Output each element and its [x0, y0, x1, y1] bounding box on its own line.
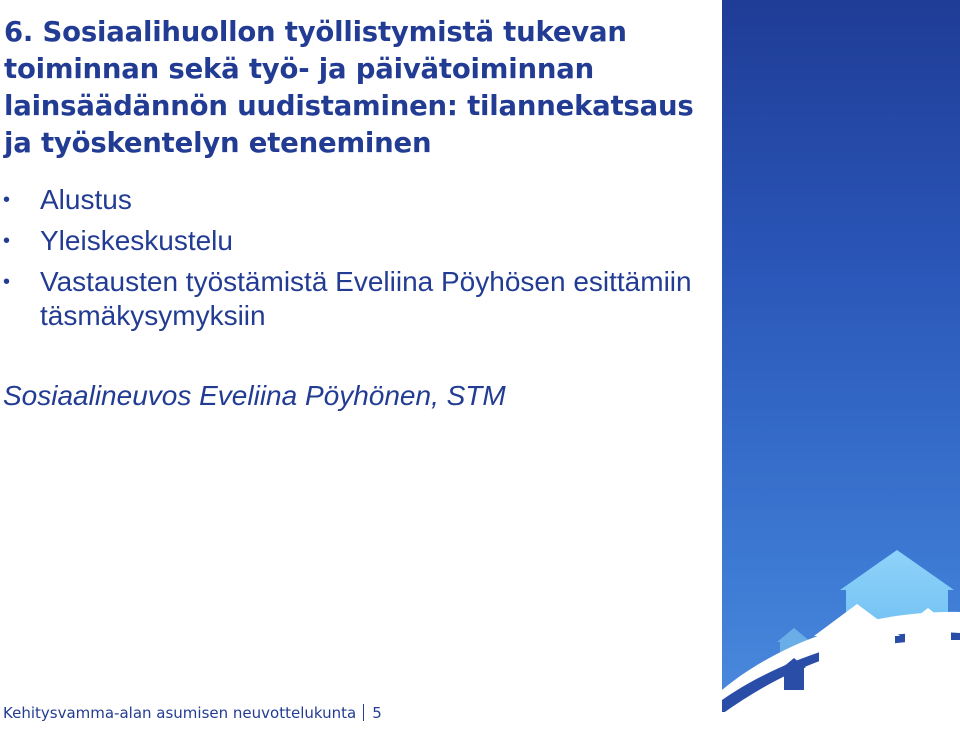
bullet-item-vastausten-tyostamista	[0, 265, 700, 333]
bullet-list	[0, 183, 700, 340]
slide-title: 6. Sosiaalihuollon työllistymistä tukevan toiminnan sekä työ- ja päivätoiminnan lainsäädännön uudistaminen: tilannekatsaus ja työskentelyn eteneminen	[4, 16, 694, 159]
bullet-item-alustus	[0, 183, 700, 217]
bullet-dot: •	[3, 230, 11, 252]
presenter-line: Sosiaalineuvos Eveliina Pöyhönen, STM	[3, 380, 506, 411]
page-number: 5	[372, 704, 382, 722]
bullet-dot: •	[3, 189, 11, 211]
bullet-item-yleiskeskustelu	[0, 224, 700, 258]
footer-organization: Kehitysvammа-alan asumisen neuvottelukunta	[3, 704, 357, 722]
bullet-text: Vastausten työstämistä Eveliina Pöyhösen esittämiin täsmäkysymyksiin	[40, 266, 692, 331]
footer-separator	[363, 704, 364, 721]
houses-illustration-icon	[722, 0, 960, 756]
bullet-text: Yleiskeskustelu	[40, 225, 233, 256]
bullet-text: Alustus	[40, 184, 132, 215]
bullet-dot: •	[3, 271, 11, 293]
footer	[3, 703, 382, 723]
decorative-side-panel	[722, 0, 960, 756]
